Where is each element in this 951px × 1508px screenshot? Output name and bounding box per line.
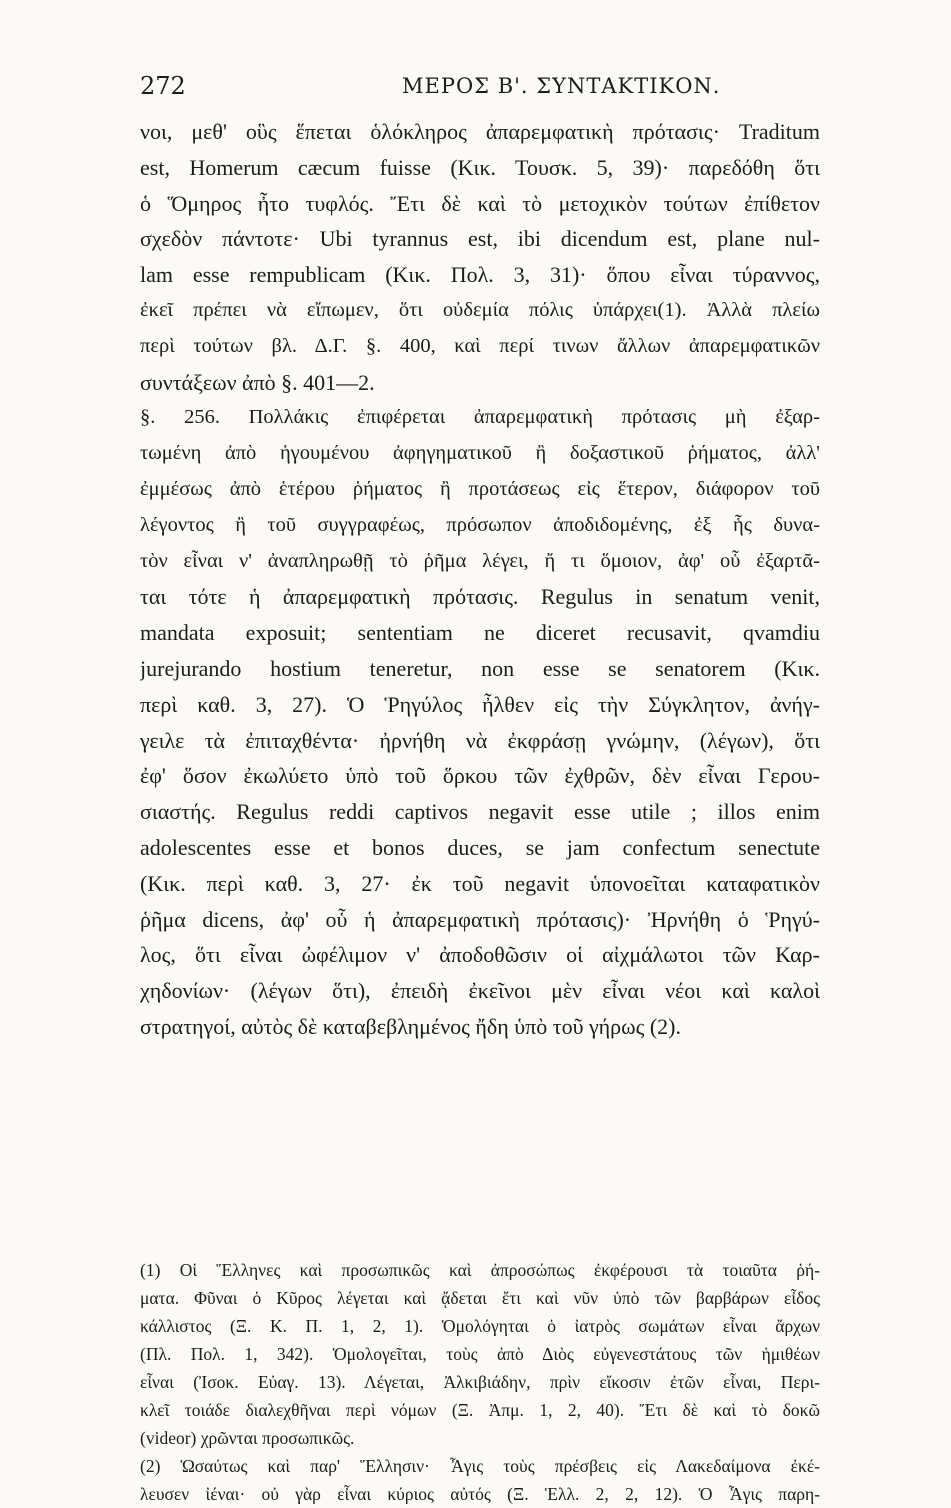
body-line: ἐκεῖ πρέπει νὰ εἴπωμεν, ὅτι οὐδεμία πόλις ὑπάρχει(1). Ἀλλὰ πλείω — [140, 298, 820, 321]
footnote-line: (Πλ. Πολ. 1, 342). Ὁμολογεῖται, τοὺς ἀπὸ Διὸς εὐγενεστάτους τῶν ἡμιθέων — [140, 1344, 820, 1364]
body-line: ἐμμέσως ἀπὸ ἑτέρου ῥήματος ἢ προτάσεως εἰς ἕτερον, διάφορον τοῦ — [140, 477, 820, 500]
body-line: σιαστής. Regulus reddi captivos negavit esse utile ; illos enim — [140, 799, 820, 825]
body-line: περὶ καθ. 3, 27). Ὁ Ῥηγύλος ἦλθεν εἰς τὴν Σύγκλητον, ἀνήγ- — [140, 691, 820, 717]
body-line: τωμένη ἀπὸ ἡγουμένου ἀφηγηματικοῦ ἢ δοξαστικοῦ ῥήματος, ἀλλ' — [140, 442, 820, 465]
footnote-line: (2) Ὡσαύτως καὶ παρ' Ἕλλησιν· Ἆγις τοὺς πρέσβεις εἰς Λακεδαίμονα ἐκέ- — [140, 1456, 820, 1476]
body-line: adolescentes esse et bonos duces, se jam confectum senectute — [140, 834, 820, 860]
body-line: στρατηγοί, αὐτὸς δὲ καταβεβλημένος ἤδη ὑπὸ τοῦ γήρως (2). — [140, 1013, 682, 1039]
footnote-line: ματα. Φῦναι ὁ Κῦρος λέγεται καὶ ᾄδεται ἔτι καὶ νῦν ὑπὸ τῶν βαρβάρων εἶδος — [140, 1288, 820, 1308]
body-line: τὸν εἶναι ν' ἀναπληρωθῇ τὸ ῥῆμα λέγει, ἤ τι ὅμοιον, ἀφ' οὗ ἐξαρτᾶ- — [140, 549, 820, 572]
body-line: λος, ὅτι εἶναι ὠφέλιμον ν' ἀποδοθῶσιν οἱ αἰχμάλωτοι τῶν Καρ- — [140, 942, 820, 968]
body-line: ἐφ' ὅσον ἐκωλύετο ὑπὸ τοῦ ὅρκου τῶν ἐχθρῶν, δὲν εἶναι Γερου- — [140, 763, 820, 789]
body-line: σχεδὸν πάντοτε· Ubi tyrannus est, ibi dicendum est, plane nul- — [140, 226, 820, 252]
body-line: ται τότε ἡ ἀπαρεμφατικὴ πρότασις. Regulus in senatum venit, — [140, 584, 820, 610]
footnote-line: (1) Οἱ Ἕλληνες καὶ προσωπικῶς καὶ ἀπροσώπως ἐκφέρουσι τὰ τοιαῦτα ῥή- — [140, 1260, 820, 1280]
body-line: χηδονίων· (λέγων ὅτι), ἐπειδὴ ἐκεῖνοι μὲν εἶναι νέοι καὶ καλοὶ — [140, 978, 820, 1004]
body-line: ὁ Ὅμηρος ἦτο τυφλός. Ἔτι δὲ καὶ τὸ μετοχικὸν τούτων ἐπίθετον — [140, 190, 820, 216]
body-line: §. 256. Πολλάκις ἐπιφέρεται ἀπαρεμφατικὴ πρότασις μὴ ἐξαρ- — [140, 406, 820, 429]
body-line: συντάξεων ἀπὸ §. 401—2. — [140, 369, 375, 395]
footnote-line: λευσεν ἰέναι· οὐ γὰρ εἶναι κύριος αὐτός (Ξ. Ἑλλ. 2, 2, 12). Ὁ Ἆγις παρη- — [140, 1484, 820, 1504]
body-line: γειλε τὰ ἐπιταχθέντα· ἠρνήθη νὰ ἐκφράσῃ γνώμην, (λέγων), ὅτι — [140, 727, 820, 753]
body-line: lam esse rempublicam (Κικ. Πολ. 3, 31)· ὅπου εἶναι τύραννος, — [140, 262, 820, 288]
body-line: περὶ τούτων βλ. Δ.Γ. §. 400, καὶ περί τινων ἄλλων ἀπαρεμφατικῶν — [140, 334, 820, 357]
footnote-line: εἶναι (Ἰσοκ. Εὐαγ. 13). Λέγεται, Ἀλκιβιάδην, πρὶν εἴκοσιν ἐτῶν εἶναι, Περι- — [140, 1372, 820, 1392]
page-header — [140, 72, 820, 104]
footnote-line: κλεῖ τοιάδε διαλεχθῆναι περὶ νόμων (Ξ. Ἀπμ. 1, 2, 40). Ἔτι δὲ καὶ τὸ δοκῶ — [140, 1400, 820, 1420]
body-line: λέγοντος ἢ τοῦ συγγραφέως, πρόσωπον ἀποδιδομένης, ἐξ ἧς δυνα- — [140, 513, 820, 536]
body-line: ῥῆμα dicens, ἀφ' οὗ ἡ ἀπαρεμφατικὴ πρότασις)· Ἠρνήθη ὁ Ῥηγύ- — [140, 906, 820, 932]
body-line: est, Homerum cæcum fuisse (Κικ. Τουσκ. 5, 39)· παρεδόθη ὅτι — [140, 154, 820, 180]
body-line: (Κικ. περὶ καθ. 3, 27· ἐκ τοῦ negavit ὑπονοεῖται καταφατικὸν — [140, 870, 820, 896]
body-line: jurejurando hostium teneretur, non esse se senatorem (Κικ. — [140, 655, 820, 681]
body-line: νοι, μεθ' οὓς ἕπεται ὁλόκληρος ἀπαρεμφατικὴ πρότασις· Traditum — [140, 119, 820, 144]
running-head: ΜΕΡΟΣ Β'. ΣΥΝΤΑΚΤΙΚΟΝ. — [402, 74, 721, 98]
footnotes — [140, 1256, 820, 1508]
body-line: mandata exposuit; sententiam ne diceret recusavit, qvamdiu — [140, 620, 820, 646]
body-text — [140, 114, 820, 1045]
footnote-line: (videor) χρῶνται προσωπικῶς. — [140, 1428, 355, 1448]
page-number: 272 — [140, 72, 186, 100]
footnote-line: κάλλιστος (Ξ. Κ. Π. 1, 2, 1). Ὁμολόγηται ὁ ἰατρὸς σωμάτων εἶναι ἄρχων — [140, 1316, 820, 1336]
